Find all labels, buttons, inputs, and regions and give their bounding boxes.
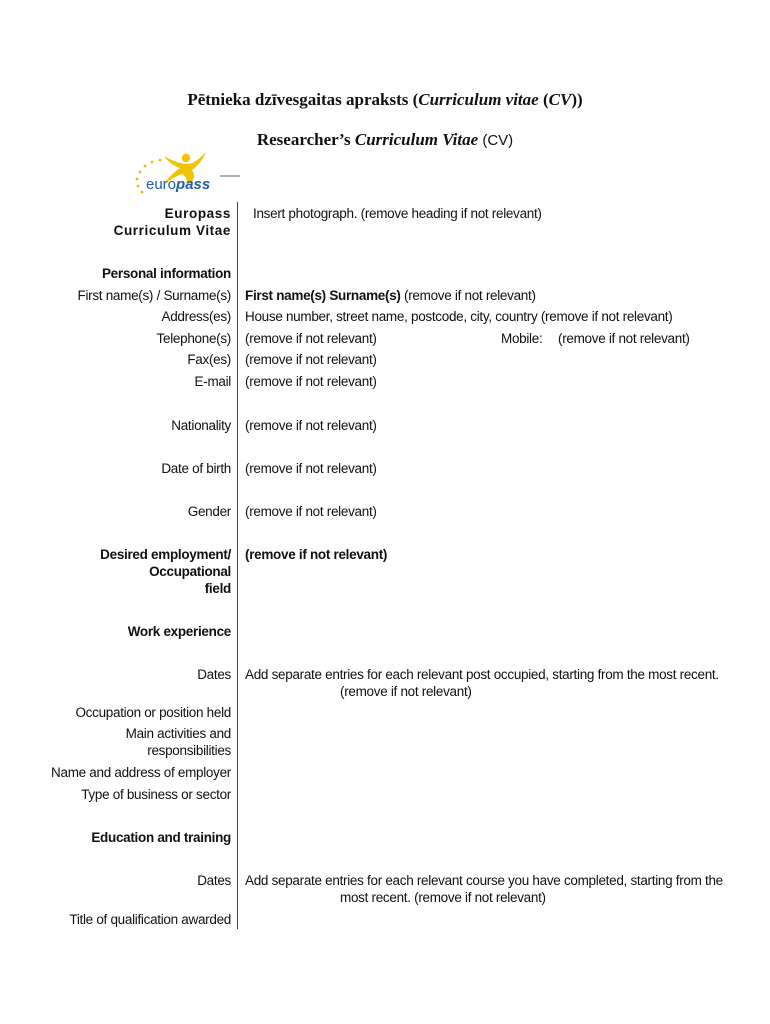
name-label: First name(s) / Surname(s) [77,288,231,303]
document-title-latvian: Pētnieka dzīvesgaitas apraksts (Curriculum vitae (CV)) [187,90,583,109]
telephone-value: (remove if not relevant) [245,331,377,346]
section-education-training: Education and training [91,830,231,845]
occupation-label: Occupation or position held [75,705,231,720]
column-divider [237,202,238,929]
photo-placeholder: Insert photograph. (remove heading if not relevant) [253,206,542,221]
employer-label: Name and address of employer [51,765,231,780]
nationality-value: (remove if not relevant) [245,418,377,433]
gender-value: (remove if not relevant) [245,504,377,519]
email-value: (remove if not relevant) [245,374,377,389]
work-dates-value: Add separate entries for each relevant post occupied, starting from the most recent. (remove if not relevant) [245,667,719,699]
name-value: First name(s) Surname(s) (remove if not relevant) [245,288,536,303]
email-label: E-mail [194,374,231,389]
mobile-label: Mobile: [501,331,543,346]
europass-wordmark: europass [146,176,211,193]
date-of-birth-value: (remove if not relevant) [245,461,377,476]
main-activities-label: Main activities and responsibilities [125,726,231,758]
fax-value: (remove if not relevant) [245,352,377,367]
desired-employment-value: (remove if not relevant) [245,547,388,562]
gender-label: Gender [187,504,231,519]
business-sector-label: Type of business or sector [81,787,231,802]
document-title-english: Researcher’s Curriculum Vitae (CV) [256,130,514,149]
section-work-experience: Work experience [127,624,231,639]
europass-cv-label: Europass Curriculum Vitae [113,206,231,238]
qualification-label: Title of qualification awarded [69,912,231,927]
desired-employment-label: Desired employment/ Occupational field [100,547,231,596]
education-dates-label: Dates [197,873,231,888]
europass-logo [134,150,242,198]
address-value: House number, street name, postcode, city, country (remove if not relevant) [245,309,673,324]
education-dates-value: Add separate entries for each relevant course you have completed, starting from the most recent. (remove if not relevant) [245,873,723,905]
date-of-birth-label: Date of birth [161,461,231,476]
work-dates-label: Dates [197,667,231,682]
address-label: Address(es) [161,309,231,324]
section-personal-information: Personal information [101,266,231,281]
nationality-label: Nationality [171,418,231,433]
fax-label: Fax(es) [187,352,231,367]
telephone-label: Telephone(s) [156,331,231,346]
mobile-value: (remove if not relevant) [558,331,690,346]
